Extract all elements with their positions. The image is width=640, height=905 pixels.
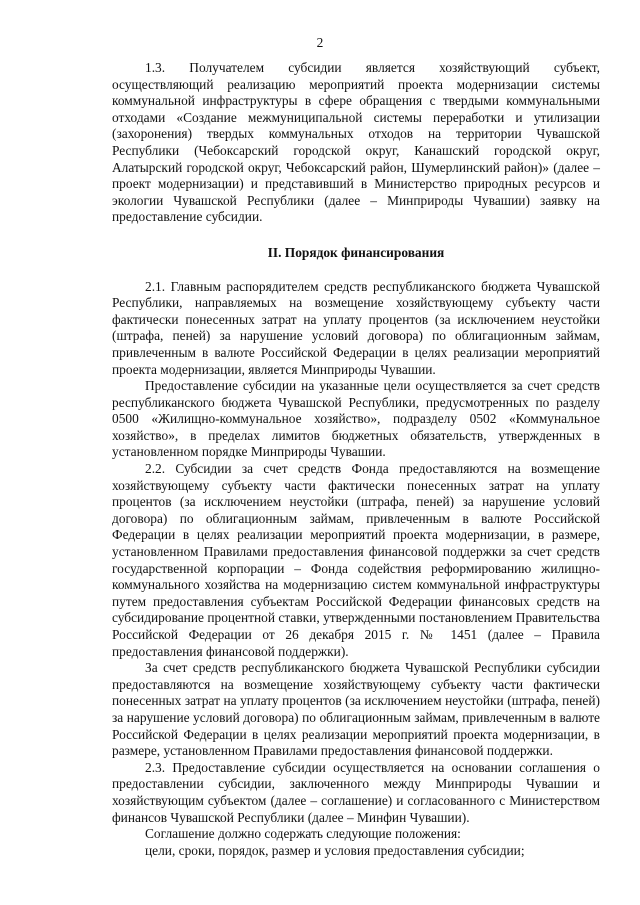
paragraph-2-1: 2.1. Главным распорядителем средств республиканского бюджета Чувашской Республики, направляемых на возмещение хозяйствующему субъекту части фактически понесенных затрат на уплату процентов (за исключением неустойки (штрафа, пеней) за нарушение условий договора) по облигационным займам, привлеченным в валюте Российской Федерации в целях реализации мероприятий проекта модернизации, является Минприроды Чувашии. [112,278,600,377]
page-number: 2 [316,35,324,50]
paragraph-republic-budget: За счет средств республиканского бюджета Чувашской Республики субсидии предоставляются на возмещение хозяйствующему субъекту части фактически понесенных затрат на уплату процентов (за исключением неустойки (штрафа, пеней) за нарушение условий договора) по облигационным займам, привлеченным в валюте Российской Федерации в целях реализации мероприятий проекта модернизации, в размере, установленном Правилами предоставления финансовой поддержки. [112,660,600,759]
paragraph-2-3: 2.3. Предоставление субсидии осуществляется на основании соглашения о предоставлении субсидии, заключенного между Минприроды Чувашии и хозяйствующим субъектом (далее – соглашение) и согласованного с Министерством финансов Чувашской Республики (далее – Минфин Чувашии). [112,759,600,825]
paragraph-budget-source: Предоставление субсидии на указанные цели осуществляется за счет средств республиканского бюджета Чувашской Республики, предусмотренных по разделу 0500 «Жилищно-коммунальное хозяйство», подразделу 0502 «Коммунальное хозяйство», в пределах лимитов бюджетных обязательств, утвержденных в установленном порядке Минприроды Чувашии. [112,378,600,460]
section-heading: II. Порядок финансирования [267,244,445,260]
document-body [112,60,600,859]
paragraph-2-2: 2.2. Субсидии за счет средств Фонда предоставляются на возмещение хозяйствующему субъекту части фактически понесенных затрат на уплату процентов (за исключением неустойки (штрафа, пеней) за нарушение условий договора) по облигационным займам, привлеченным в валюте Российской Федерации в целях реализации мероприятий проекта модернизации, в размере, установленном Правилами предоставления финансовой поддержки за счет средств государственной корпорации – Фонда содействия реформированию жилищно-коммунального хозяйства на модернизацию систем коммунальной инфраструктуры путем предоставления субъектам Российской Федерации финансовых средств на субсидирование процентной ставки, утвержденными постановлением Правительства Российской Федерации от 26 декабря 2015 г. № 1451 (далее – Правила предоставления финансовой поддержки). [112,461,600,659]
paragraph-agreement-item: цели, сроки, порядок, размер и условия предоставления субсидии; [145,842,525,858]
paragraph-1-3: 1.3. Получателем субсидии является хозяйствующий субъект, осуществляющий реализацию мероприятий проекта модернизации системы коммунальной инфраструктуры в сфере обращения с твердыми коммунальными отходами «Создание межмуниципальной системы переработки и утилизации (захоронения) твердых коммунальных отходов на территории Чувашской Республики (Чебоксарский городской округ, Канашский городской округ, Алатырский городской округ, Чебоксарский район, Шумерлинский район)» (далее – проект модернизации) и представивший в Министерство природных ресурсов и экологии Чувашской Республики (далее – Минприроды Чувашии) заявку на предоставление субсидии. [112,60,600,225]
paragraph-agreement-intro: Соглашение должно содержать следующие положения: [145,826,461,842]
